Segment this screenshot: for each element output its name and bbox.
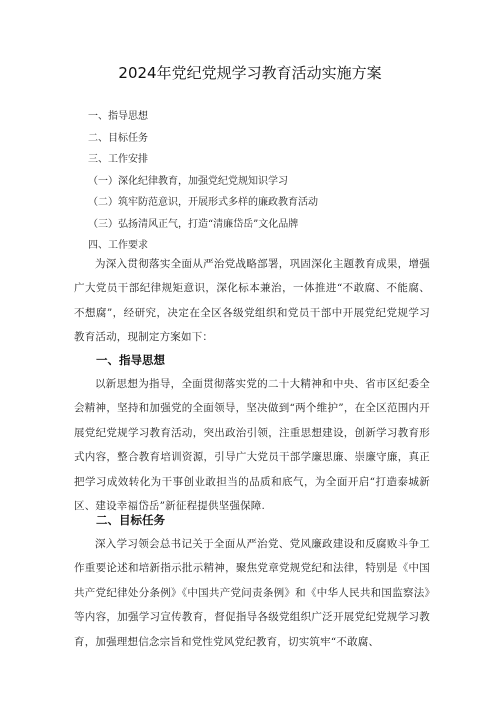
toc-item: 三、工作安排 — [88, 154, 148, 165]
section-heading-goals: 二、目标任务 — [96, 513, 165, 527]
toc-item: 四、工作要求 — [88, 240, 148, 251]
document-title: 2024年党纪党规学习教育活动实施方案 — [118, 64, 382, 82]
toc-item: （三）弘扬清风正气，打造“清廉岱岳”文化品牌 — [88, 218, 299, 230]
section-body-goals — [74, 532, 430, 654]
section-heading-guiding-ideology: 一、指导思想 — [96, 353, 165, 367]
table-of-contents — [88, 106, 318, 257]
section-paragraph: 深入学习领会总书记关于全面从严治党、党风廉政建设和反腐败斗争工作重要论述和培新指示批示精神，聚焦党章党规党纪和法律，特别是《中国共产党纪律处分条例》《中国共产党问责条例》和《中华人民共和国监察法》等内容，加强学习宣传教育，督促指导各级党组织广泛开展党纪党规学习教育，加强理想信念宗旨和党性党风党纪教育，切实筑牢“不敢腐、 — [74, 538, 430, 648]
toc-item: （一）深化纪律教育，加强党纪党规知识学习 — [88, 175, 288, 187]
section-body-guiding-ideology — [74, 372, 430, 518]
toc-item: （二）筑牢防范意识，开展形式多样的廉政教育活动 — [88, 197, 318, 208]
toc-item: 一、指导思想 — [88, 111, 148, 122]
toc-item: 二、目标任务 — [88, 132, 148, 144]
section-paragraph: 以新思想为指导，全面贯彻落实党的二十大精神和中央、省市区纪委全会精神，坚持和加强党的全面领导，坚决做到“两个维护”，在全区范围内开展党纪党规学习教育活动，突出政治引领，注重思想建设，创新学习教育形式内容，整合教育培训资源，引导广大党员干部学廉思廉、崇廉守廉，真正把学习成效转化为干事创业敢担当的品质和底气，为全面开启“打造泰城新区、建设幸福岱岳”新征程提供坚强保障. — [74, 378, 430, 513]
intro-paragraph: 为深入贯彻落实全面从严治党战略部署，巩固深化主题教育成果，增强广大党员干部纪律规矩意识，深化标本兼治，一体推进“不敢腐、不能腐、不想腐”，经研究，决定在全区各级党组织和党员干部中开展党纪党规学习教育活动，现制定方案如下： — [74, 258, 430, 344]
intro-paragraph-block — [74, 252, 430, 350]
